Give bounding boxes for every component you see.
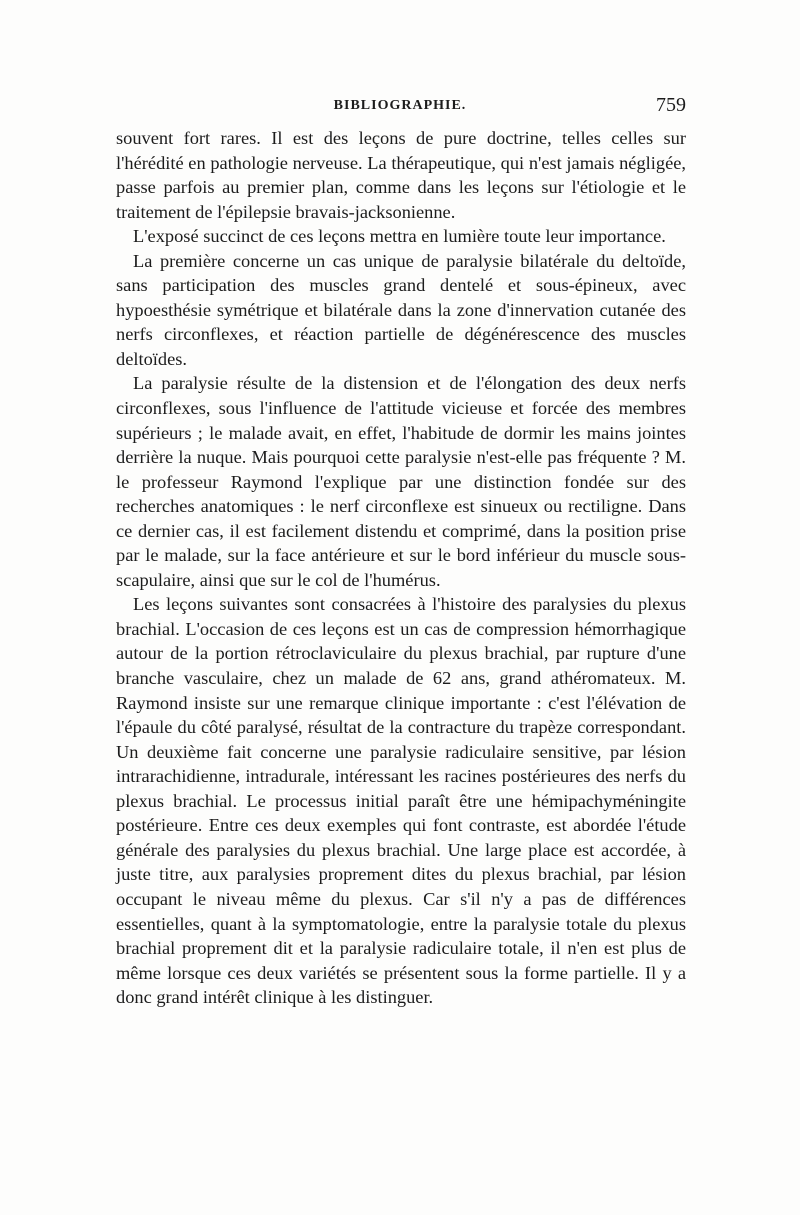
body-text [116, 126, 686, 1010]
running-header [116, 96, 684, 122]
paragraph-3: La première concerne un cas unique de paralysie bilatérale du deltoïde, sans participation des muscles grand dentelé et sous-épineux, avec hypoesthésie symétrique et bilatérale dans la zone d'innervation cutanée des nerfs circonflexes, et réaction partielle de dégénérescence des muscles deltoïdes. [116, 250, 686, 369]
paragraph-2: L'exposé succinct de ces leçons mettra en lumière toute leur importance. [133, 226, 666, 247]
running-title: BIBLIOGRAPHIE. [333, 98, 467, 113]
paragraph-5: Les leçons suivantes sont consacrées à l'histoire des paralysies du plexus brachial. L'occasion de ces leçons est un cas de compression hémorrhagique autour de la portion rétroclaviculaire du plexus brachial, par rupture d'une branche vasculaire, chez un malade de 62 ans, grand athéromateux. M. Raymond insiste sur une remarque clinique importante : c'est l'élévation de l'épaule du côté paralysé, résultat de la contracture du trapèze correspondant. Un deuxième fait concerne une paralysie radiculaire sensitive, par lésion intrarachidienne, intradurale, intéressant les racines postérieures des nerfs du plexus brachial. Le processus initial paraît être une hémipachyméningite postérieure. Entre ces deux exemples qui font contraste, est abordée l'étude générale des paralysies du plexus brachial. Une large place est accordée, à juste titre, aux paralysies proprement dites du plexus brachial, par lésion occupant le niveau même du plexus. Car s'il n'y a pas de différences essentielles, quant à la symptomatologie, entre la paralysie totale du plexus brachial proprement dit et la paralysie radiculaire totale, il n'en est plus de même lorsque ces deux variétés se présentent sous la forme partielle. Il y a donc grand intérêt clinique à les distinguer. [116, 594, 686, 1008]
paragraph-1: souvent fort rares. Il est des leçons de pure doctrine, telles celles sur l'hérédité en pathologie nerveuse. La thérapeutique, qui n'est jamais négligée, passe parfois au premier plan, comme dans les leçons sur l'étiologie et le traitement de l'épilepsie bravais-jacksonienne. [116, 128, 686, 222]
paragraph-4: La paralysie résulte de la distension et de l'élongation des deux nerfs circonflexes, sous l'influence de l'attitude vicieuse et forcée des membres supérieurs ; le malade avait, en effet, l'habitude de dormir les mains jointes derrière la nuque. Mais pourquoi cette paralysie n'est-elle pas fréquente ? M. le professeur Raymond l'explique par une distinction fondée sur des recherches anatomiques : le nerf circonflexe est sinueux ou rectiligne. Dans ce dernier cas, il est facilement distendu et comprimé, dans la position prise par le malade, sur la face antérieure et sur le bord inférieur du muscle sous-scapulaire, ainsi que sur le col de l'humérus. [116, 373, 686, 590]
page-number: 759 [656, 94, 686, 116]
